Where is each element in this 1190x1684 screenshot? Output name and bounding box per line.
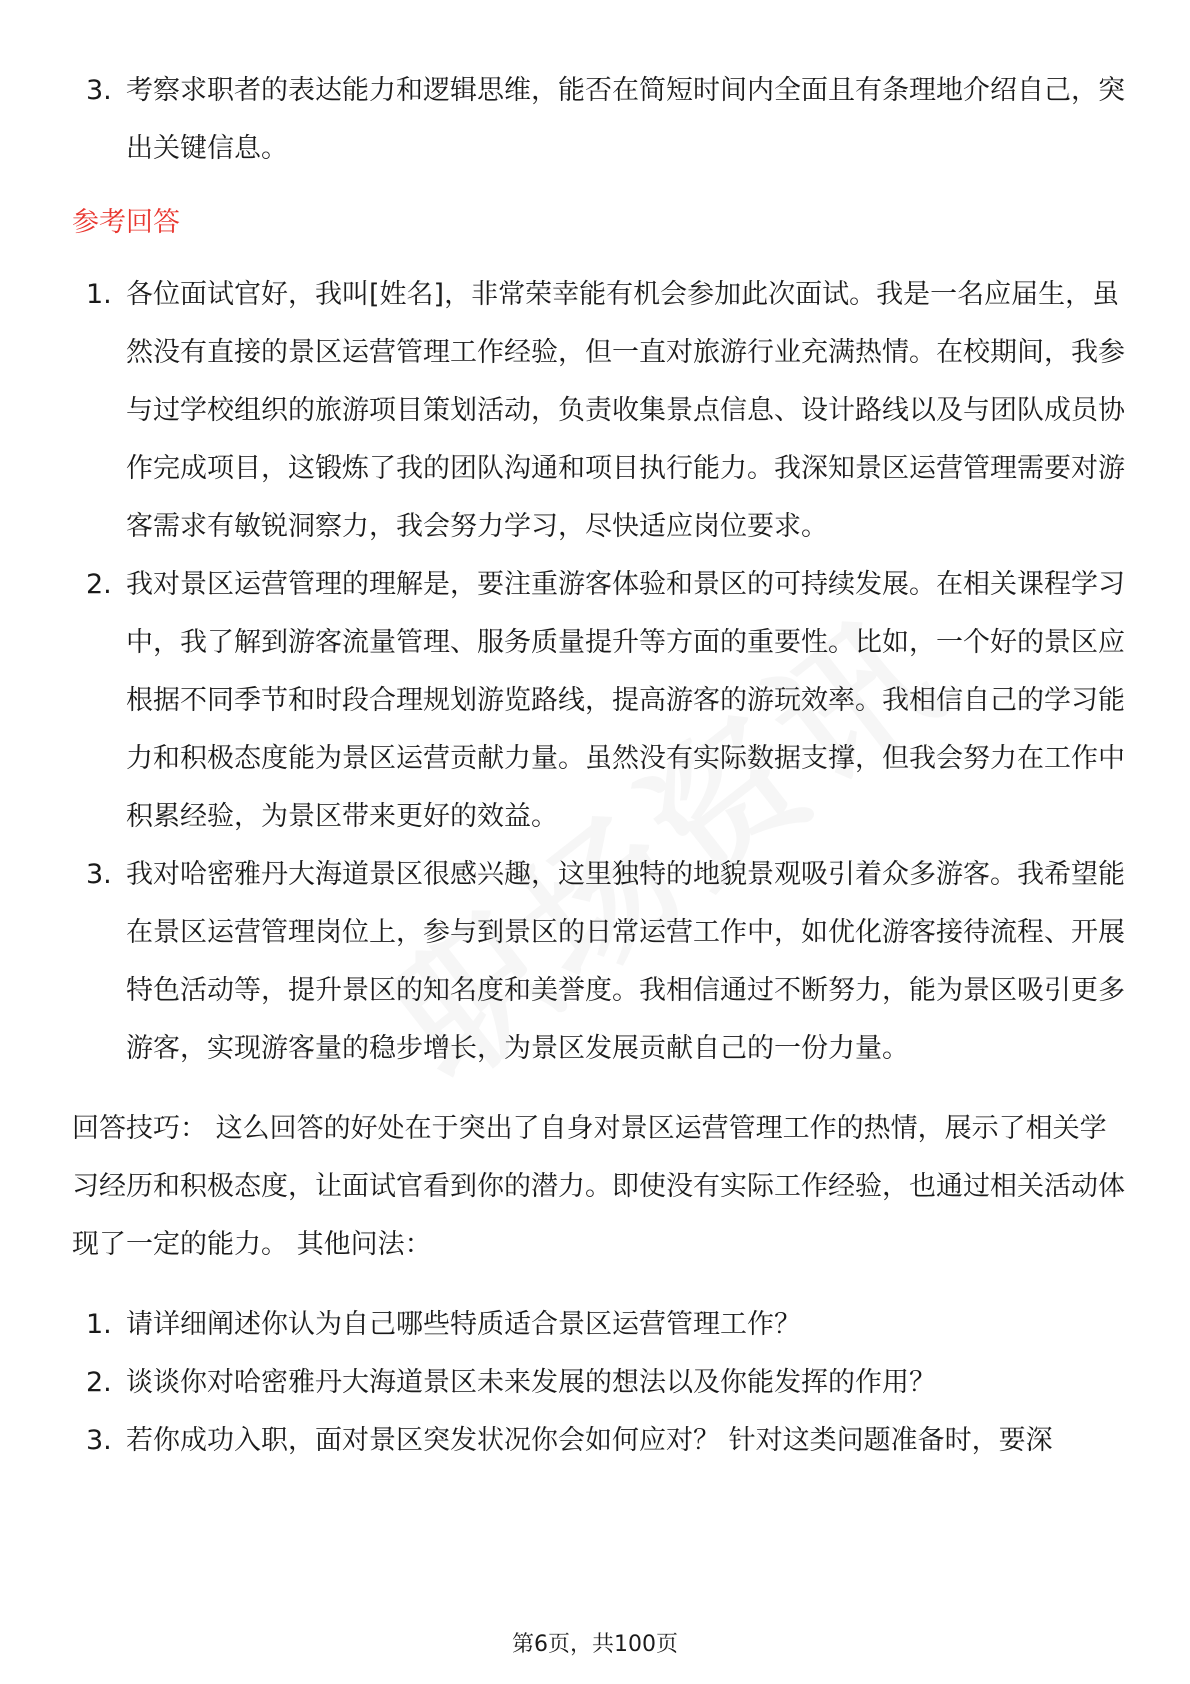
- list-text: 请详细阐述你认为自己哪些特质适合景区运营管理工作？: [126, 1309, 801, 1340]
- list-text: 若你成功入职，面对景区突发状况你会如何应对？ 针对这类问题准备时，要深: [126, 1425, 1053, 1456]
- reference-answer-heading: 参考回答: [72, 207, 180, 238]
- list-item: [72, 846, 1132, 1078]
- page-number-footer: 第6页，共100页: [512, 1632, 678, 1657]
- list-item: [72, 1412, 1132, 1470]
- other-questions-list: [72, 1296, 1132, 1470]
- list-item: [72, 266, 1132, 556]
- list-number: 2.: [86, 1367, 112, 1398]
- list-text: 谈谈你对哈密雅丹大海道景区未来发展的想法以及你能发挥的作用？: [126, 1367, 936, 1398]
- list-number: 1.: [86, 1309, 112, 1340]
- page-content: [72, 62, 1132, 1470]
- list-number: 3.: [86, 1425, 112, 1456]
- list-text: 考察求职者的表达能力和逻辑思维，能否在简短时间内全面且有条理地介绍自己，突出关键信息。: [126, 75, 1125, 164]
- evaluation-points-list: [72, 62, 1132, 178]
- answer-tip-paragraph: 回答技巧： 这么回答的好处在于突出了自身对景区运营管理工作的热情，展示了相关学习经历和积极态度，让面试官看到你的潜力。即使没有实际工作经验，也通过相关活动体现了一定的能力。 其他问法：: [72, 1113, 1125, 1260]
- list-text: 各位面试官好，我叫[姓名]，非常荣幸能有机会参加此次面试。我是一名应届生，虽然没有直接的景区运营管理工作经验，但一直对旅游行业充满热情。在校期间，我参与过学校组织的旅游项目策划活动，负责收集景点信息、设计路线以及与团队成员协作完成项目，这锻炼了我的团队沟通和项目执行能力。我深知景区运营管理需要对游客需求有敏锐洞察力，我会努力学习，尽快适应岗位要求。: [126, 279, 1125, 542]
- list-item: [72, 1296, 1132, 1354]
- answers-list: [72, 266, 1132, 1078]
- list-number: 3.: [86, 859, 112, 890]
- list-number: 3.: [86, 75, 112, 106]
- list-text: 我对哈密雅丹大海道景区很感兴趣，这里独特的地貌景观吸引着众多游客。我希望能在景区运营管理岗位上，参与到景区的日常运营工作中，如优化游客接待流程、开展特色活动等，提升景区的知名度和美誉度。我相信通过不断努力，能为景区吸引更多游客，实现游客量的稳步增长，为景区发展贡献自己的一份力量。: [126, 859, 1125, 1064]
- list-item: [72, 556, 1132, 846]
- list-number: 2.: [86, 569, 112, 600]
- list-text: 我对景区运营管理的理解是，要注重游客体验和景区的可持续发展。在相关课程学习中，我了解到游客流量管理、服务质量提升等方面的重要性。比如，一个好的景区应根据不同季节和时段合理规划游览路线，提高游客的游玩效率。我相信自己的学习能力和积极态度能为景区运营贡献力量。虽然没有实际数据支撑，但我会努力在工作中积累经验，为景区带来更好的效益。: [126, 569, 1125, 832]
- list-number: 1.: [86, 279, 112, 310]
- list-item: [72, 62, 1132, 178]
- list-item: [72, 1354, 1132, 1412]
